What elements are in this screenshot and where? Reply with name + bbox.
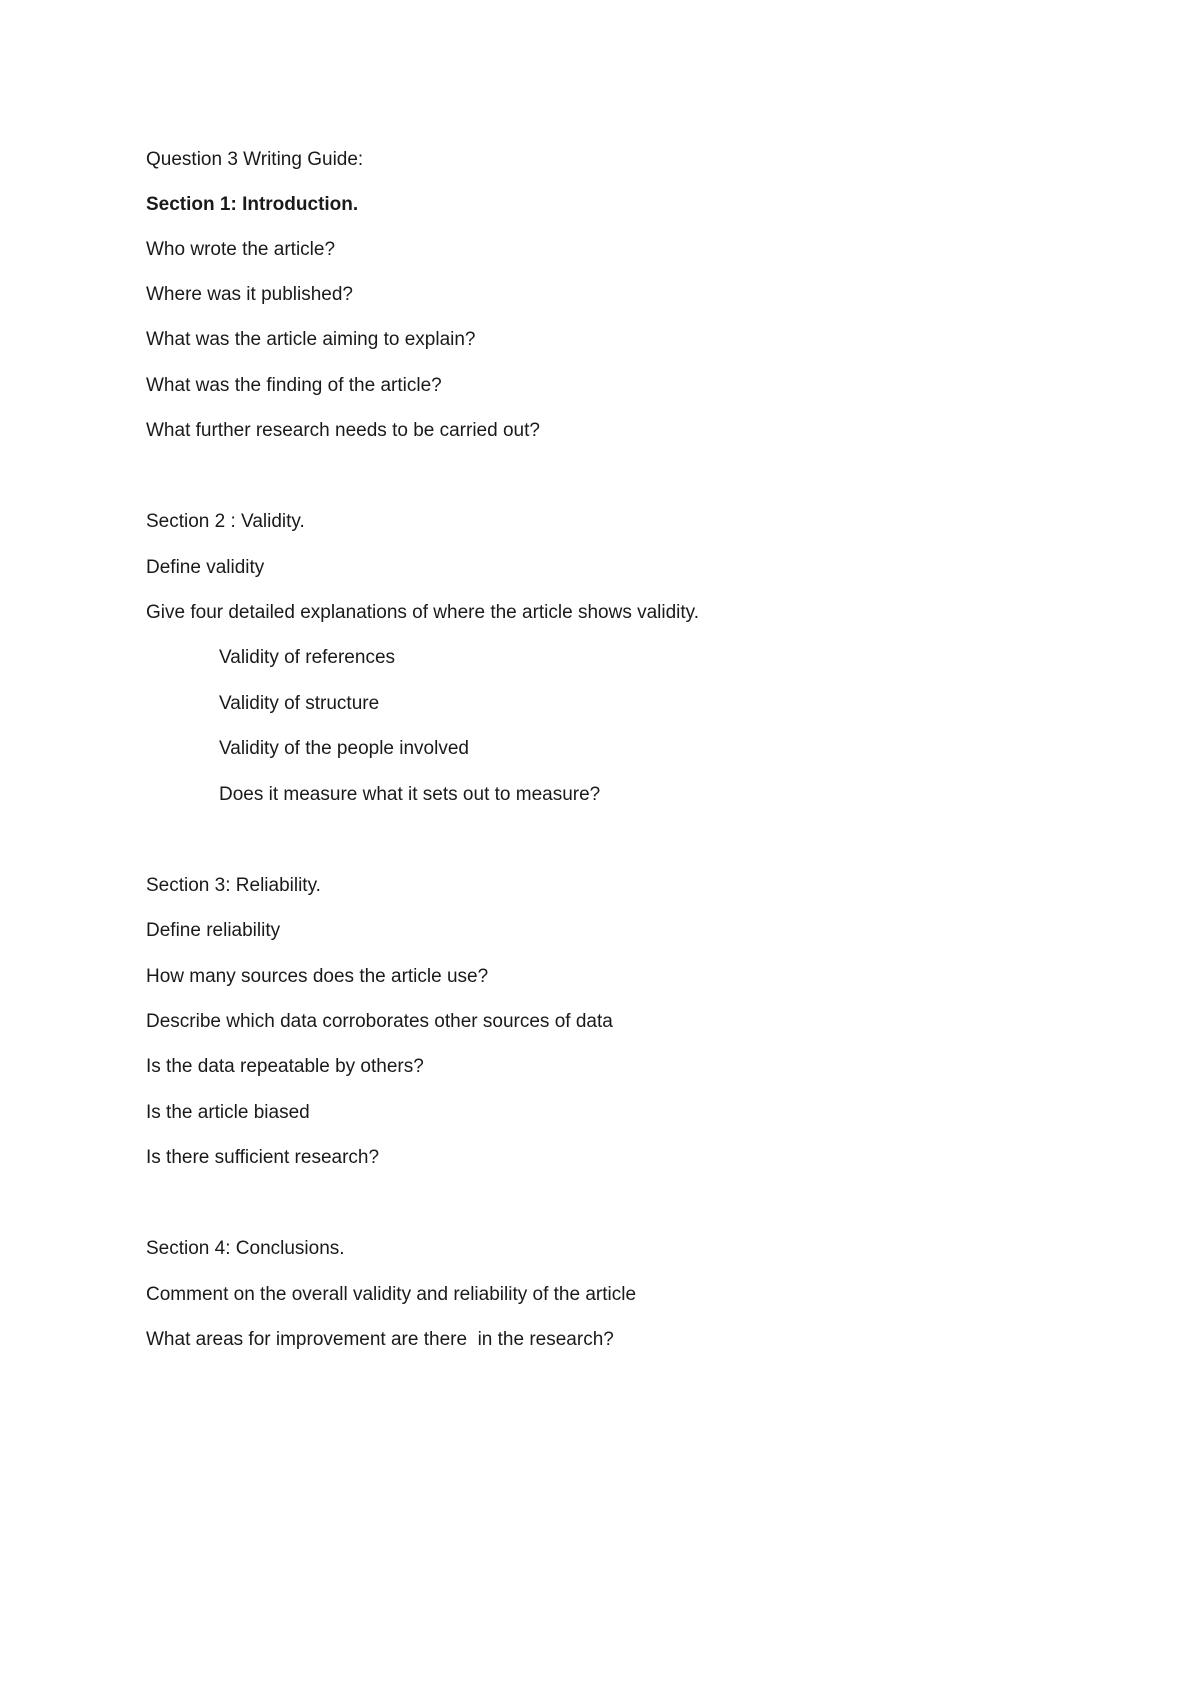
section-1-item: Where was it published? bbox=[146, 284, 353, 305]
section-4-item: Comment on the overall validity and reliability of the article bbox=[146, 1284, 637, 1305]
section-4-heading: Section 4: Conclusions. bbox=[146, 1238, 345, 1259]
section-2-subitem: Validity of structure bbox=[219, 693, 380, 714]
section-1-item: Who wrote the article? bbox=[146, 239, 336, 260]
section-3-item: Is the data repeatable by others? bbox=[146, 1056, 424, 1077]
section-2-subitem: Does it measure what it sets out to measure? bbox=[219, 784, 601, 805]
section-2-heading: Section 2 : Validity. bbox=[146, 511, 305, 532]
section-2-subitem: Validity of references bbox=[219, 647, 396, 668]
section-2-item: Define validity bbox=[146, 557, 265, 578]
section-2-item: Give four detailed explanations of where the article shows validity. bbox=[146, 602, 700, 623]
section-3-item: Define reliability bbox=[146, 920, 281, 941]
section-3-item: Describe which data corroborates other sources of data bbox=[146, 1011, 613, 1032]
section-1-item: What was the article aiming to explain? bbox=[146, 329, 476, 350]
section-3-item: Is the article biased bbox=[146, 1102, 310, 1123]
section-3-heading: Section 3: Reliability. bbox=[146, 875, 321, 896]
section-3-item: Is there sufficient research? bbox=[146, 1147, 380, 1168]
document-title: Question 3 Writing Guide: bbox=[146, 149, 364, 170]
section-2-subitem: Validity of the people involved bbox=[219, 738, 469, 759]
section-3-item: How many sources does the article use? bbox=[146, 966, 489, 987]
section-1-item: What was the finding of the article? bbox=[146, 375, 442, 396]
section-1-heading: Section 1: Introduction. bbox=[146, 194, 359, 215]
section-1-item: What further research needs to be carried out? bbox=[146, 420, 540, 441]
section-4-item: What areas for improvement are there in the research? bbox=[146, 1329, 614, 1350]
